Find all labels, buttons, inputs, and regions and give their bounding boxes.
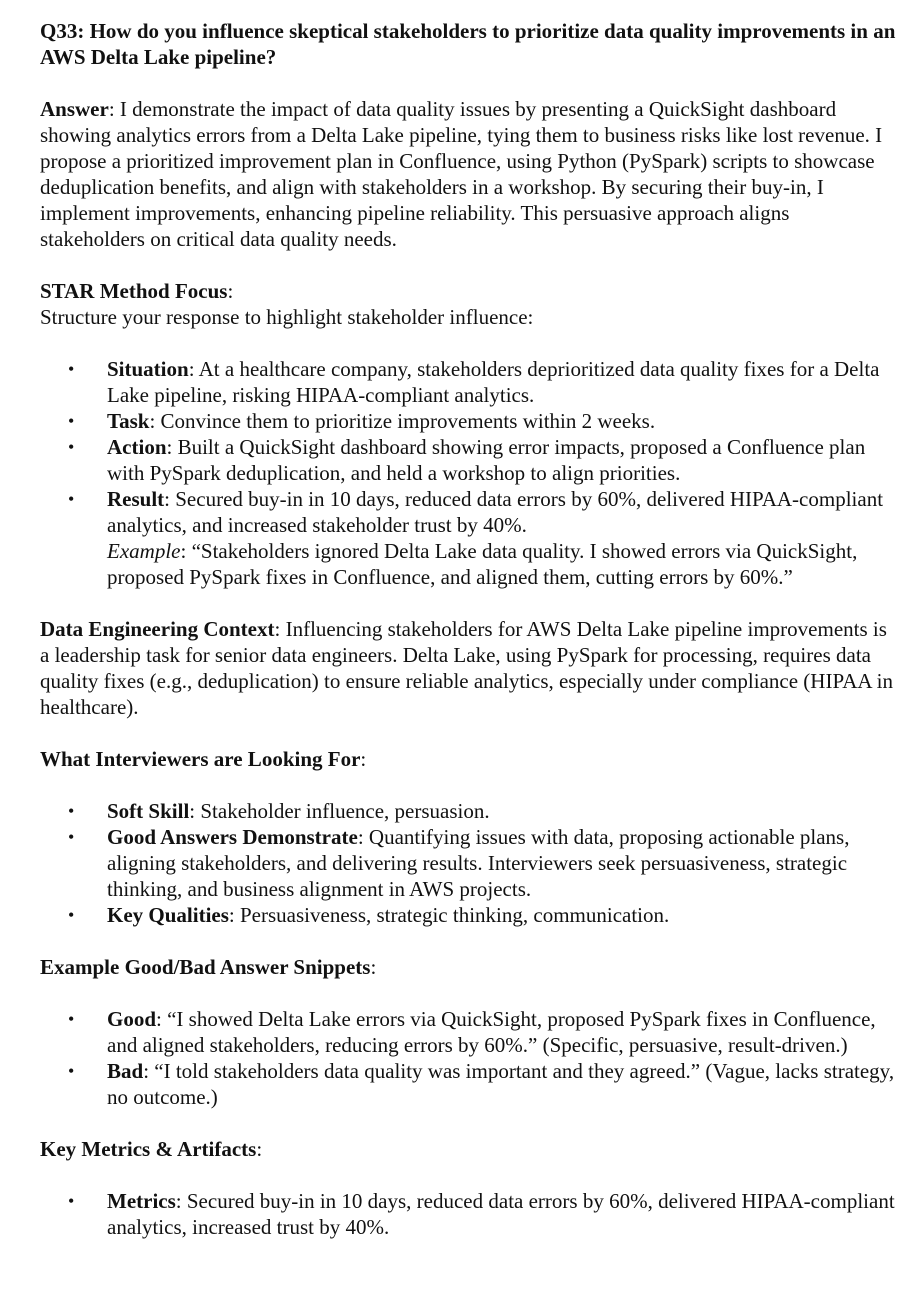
- star-intro: Structure your response to highlight stakeholder influence:: [40, 305, 534, 329]
- context-label: Data Engineering Context: [40, 617, 275, 641]
- item-label: Good: [107, 1007, 157, 1031]
- snippets-heading: [40, 954, 899, 980]
- star-item-task: [40, 408, 899, 434]
- example-label: Example: [107, 539, 181, 563]
- star-heading-label: STAR Method Focus: [40, 279, 228, 303]
- star-item-situation: [40, 356, 899, 408]
- item-text: : Secured buy-in in 10 days, reduced data errors by 60%, delivered HIPAA-compliant analytics, increased trust by 40%.: [107, 1189, 895, 1239]
- interviewers-heading-colon: :: [360, 747, 367, 771]
- metrics-item-metrics: [40, 1188, 899, 1240]
- item-text: : Stakeholder influence, persuasion.: [189, 799, 490, 823]
- interviewers-item-key-qualities: [40, 902, 899, 928]
- metrics-heading-colon: :: [256, 1137, 263, 1161]
- item-label: Soft Skill: [107, 799, 190, 823]
- snippets-heading-colon: :: [370, 955, 377, 979]
- question-heading: Q33: How do you influence skeptical stakeholders to prioritize data quality improvements in an AWS Delta Lake pipeline?: [40, 19, 896, 69]
- snippets-heading-label: Example Good/Bad Answer Snippets: [40, 955, 371, 979]
- star-heading: [40, 278, 899, 304]
- item-text: : Quantifying issues with data, proposing actionable plans, aligning stakeholders, and delivering results. Interviewers seek persuasiveness, strategic thinking, and business alignment in AWS projects.: [107, 825, 850, 901]
- item-label: Bad: [107, 1059, 144, 1083]
- item-text: : Convince them to prioritize improvements within 2 weeks.: [149, 409, 656, 433]
- interviewers-heading-label: What Interviewers are Looking For: [40, 747, 361, 771]
- item-label: Task: [107, 409, 150, 433]
- metrics-list: [40, 1188, 899, 1240]
- item-text: : “I told stakeholders data quality was important and they agreed.” (Vague, lacks strategy, no outcome.): [107, 1059, 895, 1109]
- interviewers-item-good-answers: [40, 824, 899, 902]
- star-list: [40, 356, 899, 590]
- snippets-list: [40, 1006, 899, 1110]
- answer-paragraph: [40, 96, 899, 252]
- item-text: : “I showed Delta Lake errors via QuickSight, proposed PySpark fixes in Confluence, and aligned stakeholders, reducing errors by 60%.” (Specific, persuasive, result-driven.): [107, 1007, 876, 1057]
- item-label: Metrics: [107, 1189, 176, 1213]
- item-text: : Persuasiveness, strategic thinking, communication.: [228, 903, 670, 927]
- context-paragraph: [40, 616, 899, 720]
- metrics-heading-label: Key Metrics & Artifacts: [40, 1137, 257, 1161]
- answer-label: Answer: [40, 97, 109, 121]
- item-text: : Secured buy-in in 10 days, reduced data errors by 60%, delivered HIPAA-compliant analytics, and increased stakeholder trust by 40%.: [107, 487, 884, 537]
- snippets-item-bad: [40, 1058, 899, 1110]
- item-text: : Built a QuickSight dashboard showing error impacts, proposed a Confluence plan with PySpark deduplication, and held a workshop to align priorities.: [107, 435, 866, 485]
- context-text: : Influencing stakeholders for AWS Delta Lake pipeline improvements is a leadership task for senior data engineers. Delta Lake, using PySpark for processing, requires data quality fixes (e.g., deduplication) to ensure reliable analytics, especially under compliance (HIPAA in healthcare).: [40, 617, 893, 719]
- interviewers-heading: [40, 746, 899, 772]
- interviewers-item-soft-skill: [40, 798, 899, 824]
- star-heading-colon: :: [227, 279, 234, 303]
- interviewers-list: [40, 798, 899, 928]
- star-item-action: [40, 434, 899, 486]
- star-item-result: [40, 486, 899, 590]
- item-label: Key Qualities: [107, 903, 229, 927]
- item-label: Action: [107, 435, 167, 459]
- item-text: : At a healthcare company, stakeholders deprioritized data quality fixes for a Delta Lake pipeline, risking HIPAA-compliant analytics.: [107, 357, 880, 407]
- metrics-heading: [40, 1136, 899, 1162]
- snippets-item-good: [40, 1006, 899, 1058]
- item-label: Good Answers Demonstrate: [107, 825, 358, 849]
- item-label: Result: [107, 487, 165, 511]
- item-label: Situation: [107, 357, 189, 381]
- example-text: : “Stakeholders ignored Delta Lake data quality. I showed errors via QuickSight, proposed PySpark fixes in Confluence, and aligned them, cutting errors by 60%.”: [107, 539, 858, 589]
- answer-text: : I demonstrate the impact of data quality issues by presenting a QuickSight dashboard showing analytics errors from a Delta Lake pipeline, tying them to business risks like lost revenue. I propose a prioritized improvement plan in Confluence, using Python (PySpark) scripts to showcase deduplication benefits, and align with stakeholders in a workshop. By securing their buy-in, I implement improvements, enhancing pipeline reliability. This persuasive approach aligns stakeholders on critical data quality needs.: [40, 97, 883, 251]
